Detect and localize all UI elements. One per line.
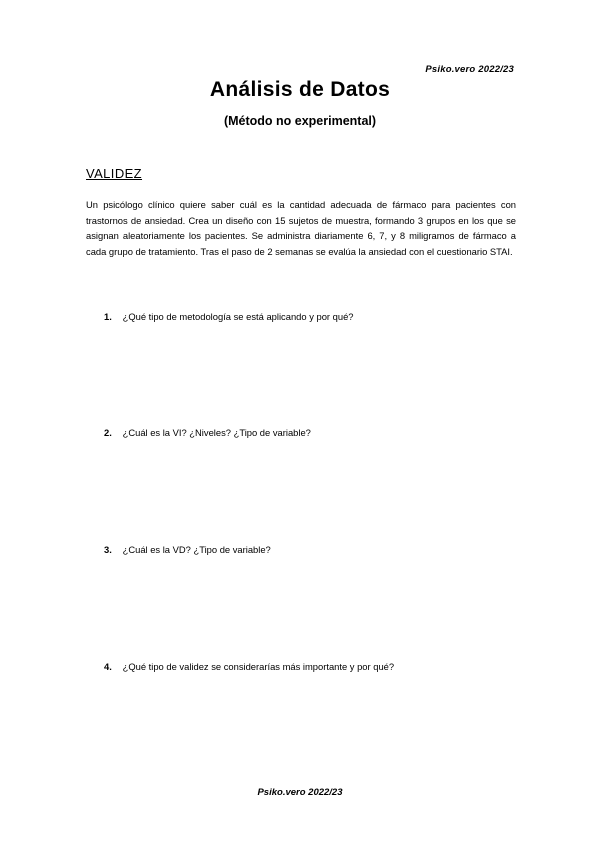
footer-author-tag: Psiko.vero 2022/23: [257, 787, 343, 798]
question-text: ¿Cuál es la VD? ¿Tipo de variable?: [122, 544, 271, 555]
page-title: Análisis de Datos: [209, 78, 391, 101]
question-text: ¿Qué tipo de validez se considerarías más importante y por qué?: [122, 661, 395, 672]
question-3: [104, 544, 271, 555]
question-number: 3.: [104, 544, 112, 555]
question-number: 2.: [104, 427, 112, 438]
question-number: 1.: [104, 311, 112, 322]
question-text: ¿Cuál es la VI? ¿Niveles? ¿Tipo de variable?: [122, 427, 311, 438]
header-author-tag: Psiko.vero 2022/23: [425, 64, 514, 75]
page-subtitle: (Método no experimental): [223, 114, 377, 128]
intro-paragraph: Un psicólogo clínico quiere saber cuál es la cantidad adecuada de fármaco para pacientes con trastornos de ansiedad. Crea un diseño con 15 sujetos de muestra, formando 3 grupos en los que se asignan aleatoriamente los pacientes. Se administra diariamente 6, 7, y 8 miligramos de fármaco a cada grupo de tratamiento. Tras el paso de 2 semanas se evalúa la ansiedad con el cuestionario STAI.: [86, 199, 516, 257]
question-1: [104, 311, 354, 322]
question-number: 4.: [104, 661, 112, 672]
question-text: ¿Qué tipo de metodología se está aplicando y por qué?: [122, 311, 354, 322]
question-4: [104, 661, 394, 672]
question-2: [104, 427, 311, 438]
section-heading-validez: VALIDEZ: [86, 166, 143, 181]
